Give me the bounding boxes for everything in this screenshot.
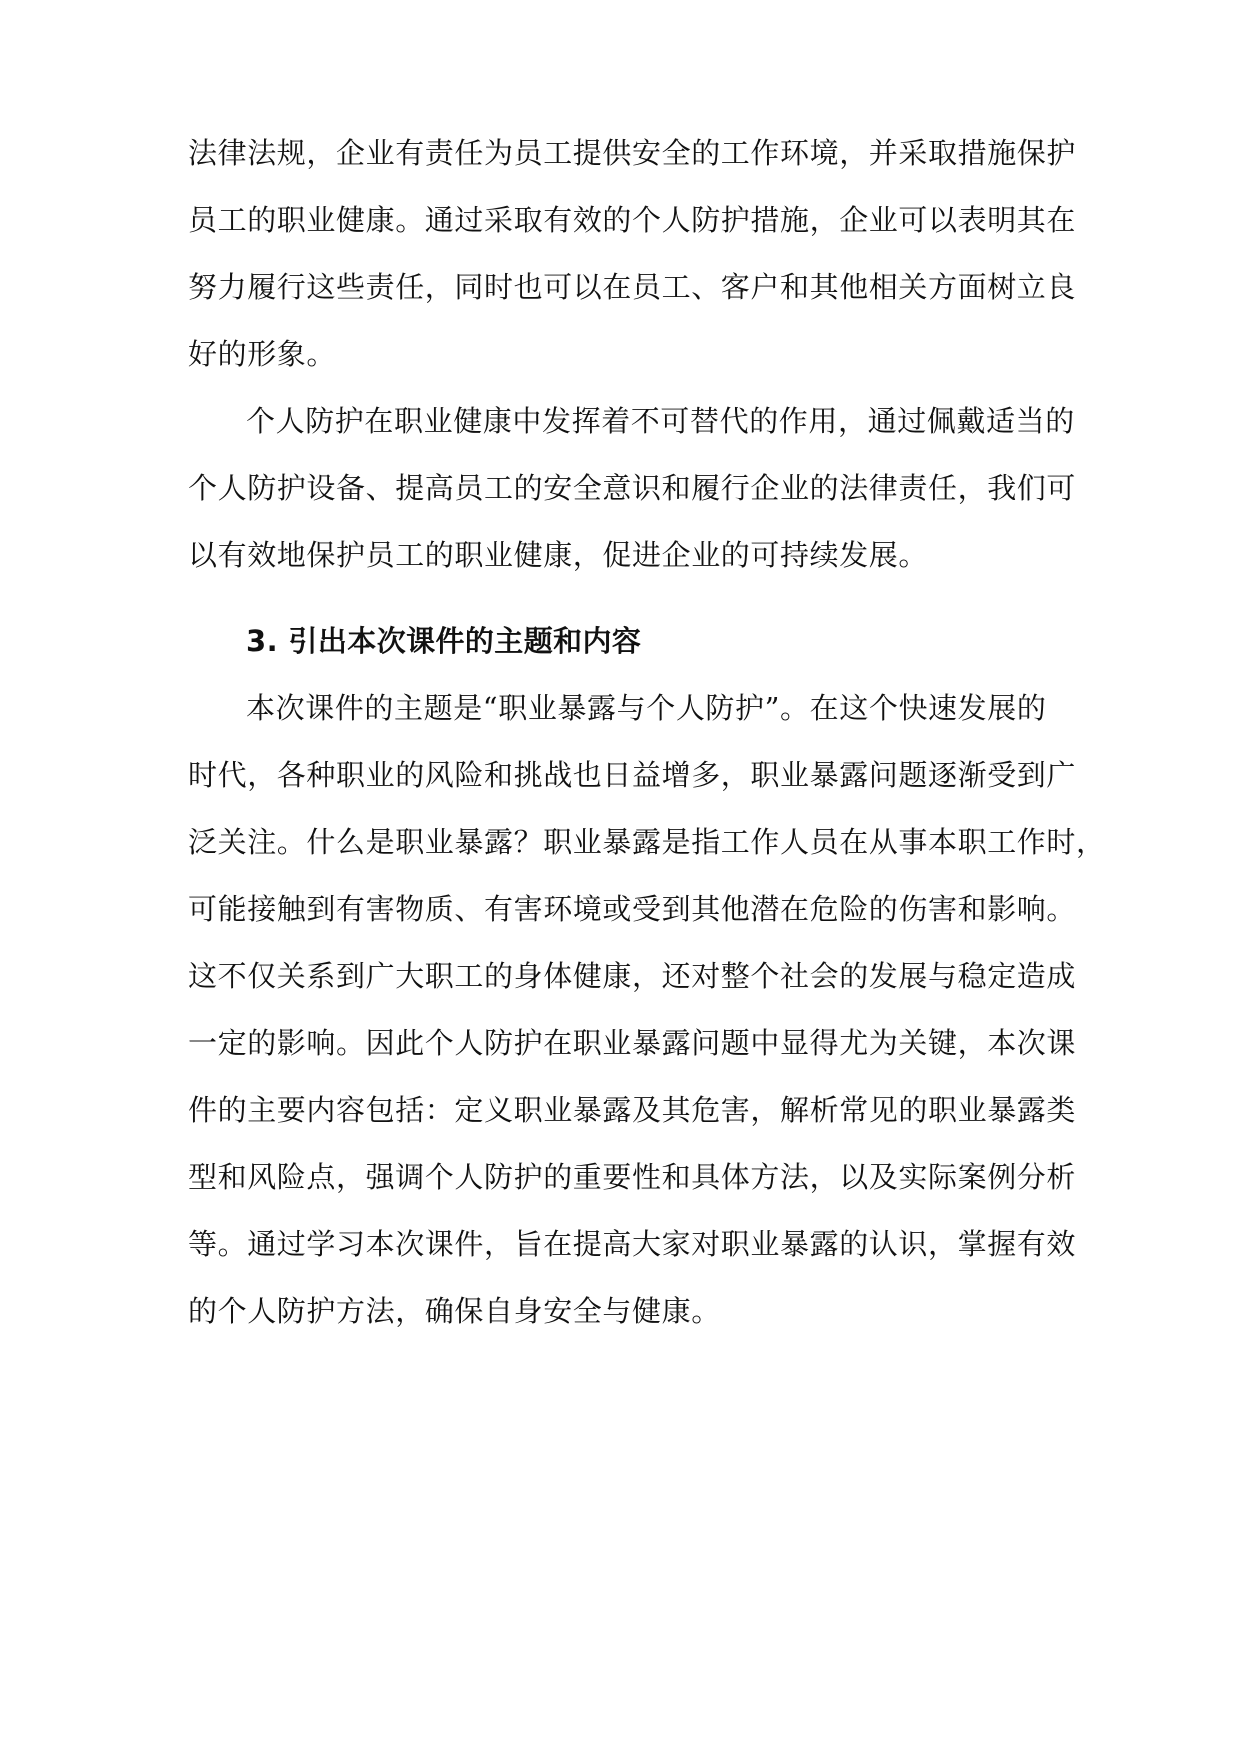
paragraph-3-line-10: 的个人防护方法，确保自身安全与健康。 <box>188 1294 721 1328</box>
paragraph-3-line-8: 型和风险点，强调个人防护的重要性和具体方法，以及实际案例分析 <box>188 1160 1077 1194</box>
paragraph-3-line-3: 泛关注。什么是职业暴露？职业暴露是指工作人员在从事本职工作时， <box>188 825 1106 859</box>
paragraph-3-line-2: 时代，各种职业的风险和挑战也日益增多，职业暴露问题逐渐受到广 <box>188 758 1077 792</box>
paragraph-3-line-9: 等。通过学习本次课件，旨在提高大家对职业暴露的认识，掌握有效 <box>188 1227 1077 1261</box>
paragraph-2-line-2: 个人防护设备、提高员工的安全意识和履行企业的法律责任，我们可 <box>188 471 1077 505</box>
paragraph-3-line-1: 本次课件的主题是“职业暴露与个人防护”。在这个快速发展的 <box>246 691 1047 725</box>
paragraph-2-line-1: 个人防护在职业健康中发挥着不可替代的作用，通过佩戴适当的 <box>246 404 1075 438</box>
paragraph-3-line-5: 这不仅关系到广大职工的身体健康，还对整个社会的发展与稳定造成 <box>188 959 1077 993</box>
paragraph-1-line-4: 好的形象。 <box>188 337 337 371</box>
paragraph-1-line-2: 员工的职业健康。通过采取有效的个人防护措施，企业可以表明其在 <box>188 203 1077 237</box>
paragraph-3-line-7: 件的主要内容包括：定义职业暴露及其危害，解析常见的职业暴露类 <box>188 1093 1077 1127</box>
paragraph-3-line-4: 可能接触到有害物质、有害环境或受到其他潜在危险的伤害和影响。 <box>188 892 1077 926</box>
paragraph-2-line-3: 以有效地保护员工的职业健康，促进企业的可持续发展。 <box>188 538 929 572</box>
paragraph-1-line-1: 法律法规，企业有责任为员工提供安全的工作环境，并采取措施保护 <box>188 136 1077 170</box>
paragraph-3-line-6: 一定的影响。因此个人防护在职业暴露问题中显得尤为关键，本次课 <box>188 1026 1077 1060</box>
paragraph-1-line-3: 努力履行这些责任，同时也可以在员工、客户和其他相关方面树立良 <box>188 270 1077 304</box>
section-heading: 3. 引出本次课件的主题和内容 <box>246 624 642 658</box>
